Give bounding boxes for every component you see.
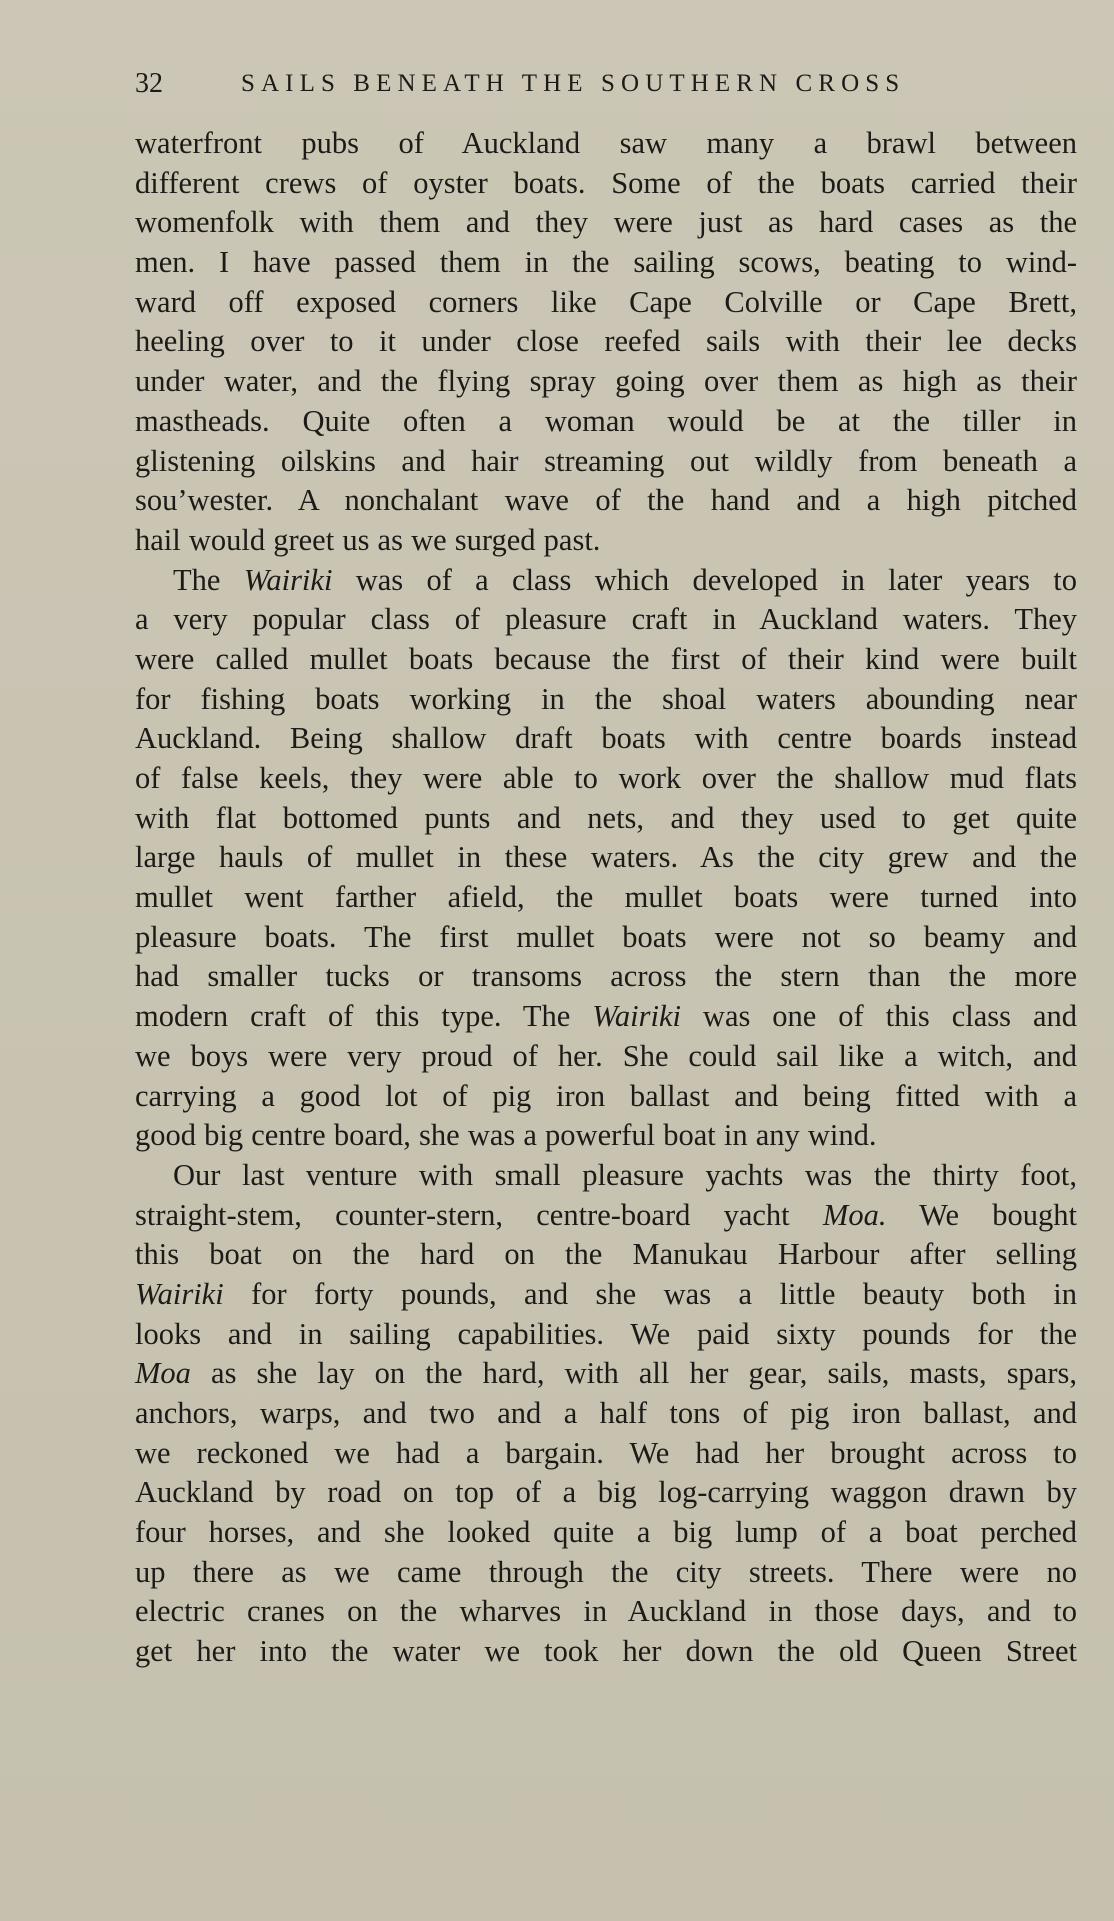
text-segment: Our last venture with small pleasure yachts was the thirty foot, xyxy=(173,1157,1077,1192)
text-segment: Auckland. Being shallow draft boats with centre boards instead xyxy=(135,721,1077,756)
text-line xyxy=(135,600,1077,640)
text-segment: waterfront pubs of Auckland saw many a brawl between xyxy=(135,126,1077,160)
text-line xyxy=(135,997,1077,1037)
text-line xyxy=(135,680,1077,720)
text-segment: had smaller tucks or transoms across the stern than the more xyxy=(135,959,1077,994)
text-segment: under water, and the flying spray going over them as high as their xyxy=(135,364,1077,399)
text-segment: mullet went farther afield, the mullet boats were turned into xyxy=(135,880,1077,915)
text-segment: anchors, warps, and two and a half tons of pig iron ballast, and xyxy=(135,1396,1077,1430)
text-line xyxy=(135,1553,1077,1593)
text-line xyxy=(135,1354,1077,1394)
running-title: SAILS BENEATH THE SOUTHERN CROSS xyxy=(241,70,906,97)
text-segment: we reckoned we had a bargain. We had her brought across to xyxy=(135,1435,1077,1470)
text-segment: glistening oilskins and hair streaming out wildly from beneath a xyxy=(135,443,1077,478)
text-segment: mastheads. Quite often a woman would be at the tiller in xyxy=(135,403,1077,438)
text-line xyxy=(135,521,1077,561)
text-segment: different crews of oyster boats. Some of the boats carried their xyxy=(135,165,1077,200)
text-segment: heeling over to it under close reefed sails with their lee decks xyxy=(135,324,1077,359)
text-segment: pleasure boats. The first mullet boats were not so beamy and xyxy=(135,919,1077,954)
text-segment: sou’wester. A nonchalant wave of the hand and a high pitched xyxy=(135,483,1077,518)
italic-text: Wairiki xyxy=(592,999,681,1034)
text-segment: with flat bottomed punts and nets, and they used to get quite xyxy=(135,800,1077,835)
text-line xyxy=(135,918,1077,958)
text-line xyxy=(135,203,1077,243)
text-segment: electric cranes on the wharves in Auckland in those days, and to xyxy=(135,1594,1077,1629)
text-line xyxy=(135,283,1077,323)
text-segment: hail would greet us as we surged past. xyxy=(135,522,601,557)
text-segment: was one of this class and xyxy=(680,999,1077,1034)
text-line xyxy=(135,838,1077,878)
text-segment: men. I have passed them in the sailing scows, beating to wind- xyxy=(135,245,1077,280)
text-line xyxy=(135,1196,1077,1236)
italic-text: Wairiki xyxy=(243,562,333,597)
text-segment: were called mullet boats because the first of their kind were built xyxy=(135,641,1077,676)
text-line xyxy=(135,442,1077,482)
text-line xyxy=(135,878,1077,918)
text-segment: we boys were very proud of her. She could sail like a witch, and xyxy=(135,1038,1077,1073)
text-segment: for fishing boats working in the shoal waters abounding near xyxy=(135,681,1077,716)
text-line xyxy=(135,402,1077,442)
text-segment: ward off exposed corners like Cape Colville or Cape Brett, xyxy=(135,284,1077,319)
text-line xyxy=(135,481,1077,521)
text-line xyxy=(135,1235,1077,1275)
text-segment: large hauls of mullet in these waters. As the city grew and the xyxy=(135,840,1077,875)
text-line xyxy=(135,957,1077,997)
text-line xyxy=(135,1275,1077,1315)
text-line xyxy=(135,1513,1077,1553)
text-segment: four horses, and she looked quite a big lump of a boat perched xyxy=(135,1515,1077,1550)
text-line xyxy=(135,1394,1077,1434)
text-segment: straight-stem, counter-stern, centre-board yacht xyxy=(135,1197,823,1232)
page-number: 32 xyxy=(135,68,163,99)
text-line xyxy=(135,1116,1077,1156)
italic-text: Moa xyxy=(135,1356,191,1391)
text-segment: as she lay on the hard, with all her gear, sails, masts, spars, xyxy=(190,1356,1077,1391)
text-segment: good big centre board, she was a powerful boat in any wind. xyxy=(135,1118,877,1153)
text-segment: The xyxy=(173,562,244,597)
text-segment: carrying a good lot of pig iron ballast and being fitted with a xyxy=(135,1078,1077,1113)
text-segment: of false keels, they were able to work over the shallow mud flats xyxy=(135,761,1077,795)
text-segment: Auckland by road on top of a big log-carrying waggon drawn by xyxy=(135,1475,1077,1510)
text-line xyxy=(135,799,1077,839)
text-segment: modern craft of this type. The xyxy=(135,999,593,1034)
text-segment: up there as we came through the city streets. There were no xyxy=(135,1554,1077,1589)
text-line xyxy=(135,1315,1077,1355)
text-segment: womenfolk with them and they were just as hard cases as the xyxy=(135,205,1077,240)
body-text xyxy=(135,124,1077,1672)
text-line xyxy=(135,1632,1077,1672)
text-line xyxy=(135,1473,1077,1513)
text-line xyxy=(135,1592,1077,1632)
text-line xyxy=(135,164,1077,204)
text-line xyxy=(135,243,1077,283)
running-head xyxy=(135,66,1075,102)
text-line xyxy=(135,759,1077,799)
text-line xyxy=(135,561,1077,601)
text-line xyxy=(135,1434,1077,1474)
text-segment: was of a class which developed in later years to xyxy=(332,562,1078,597)
text-segment: for forty pounds, and she was a little beauty both in xyxy=(223,1276,1077,1311)
text-line xyxy=(135,719,1077,759)
text-line xyxy=(135,1037,1077,1077)
text-line xyxy=(135,1156,1077,1196)
text-segment: looks and in sailing capabilities. We paid sixty pounds for the xyxy=(135,1316,1077,1351)
text-segment: this boat on the hard on the Manukau Harbour after selling xyxy=(135,1237,1077,1272)
italic-text: Wairiki xyxy=(135,1276,224,1311)
text-segment: We bought xyxy=(886,1197,1077,1232)
text-segment: get her into the water we took her down the old Queen Street xyxy=(135,1634,1077,1669)
italic-text: Moa. xyxy=(822,1197,887,1232)
text-line xyxy=(135,124,1077,164)
text-line xyxy=(135,640,1077,680)
text-line xyxy=(135,322,1077,362)
text-line xyxy=(135,362,1077,402)
text-line xyxy=(135,1077,1077,1117)
text-segment: a very popular class of pleasure craft in Auckland waters. They xyxy=(135,602,1077,637)
